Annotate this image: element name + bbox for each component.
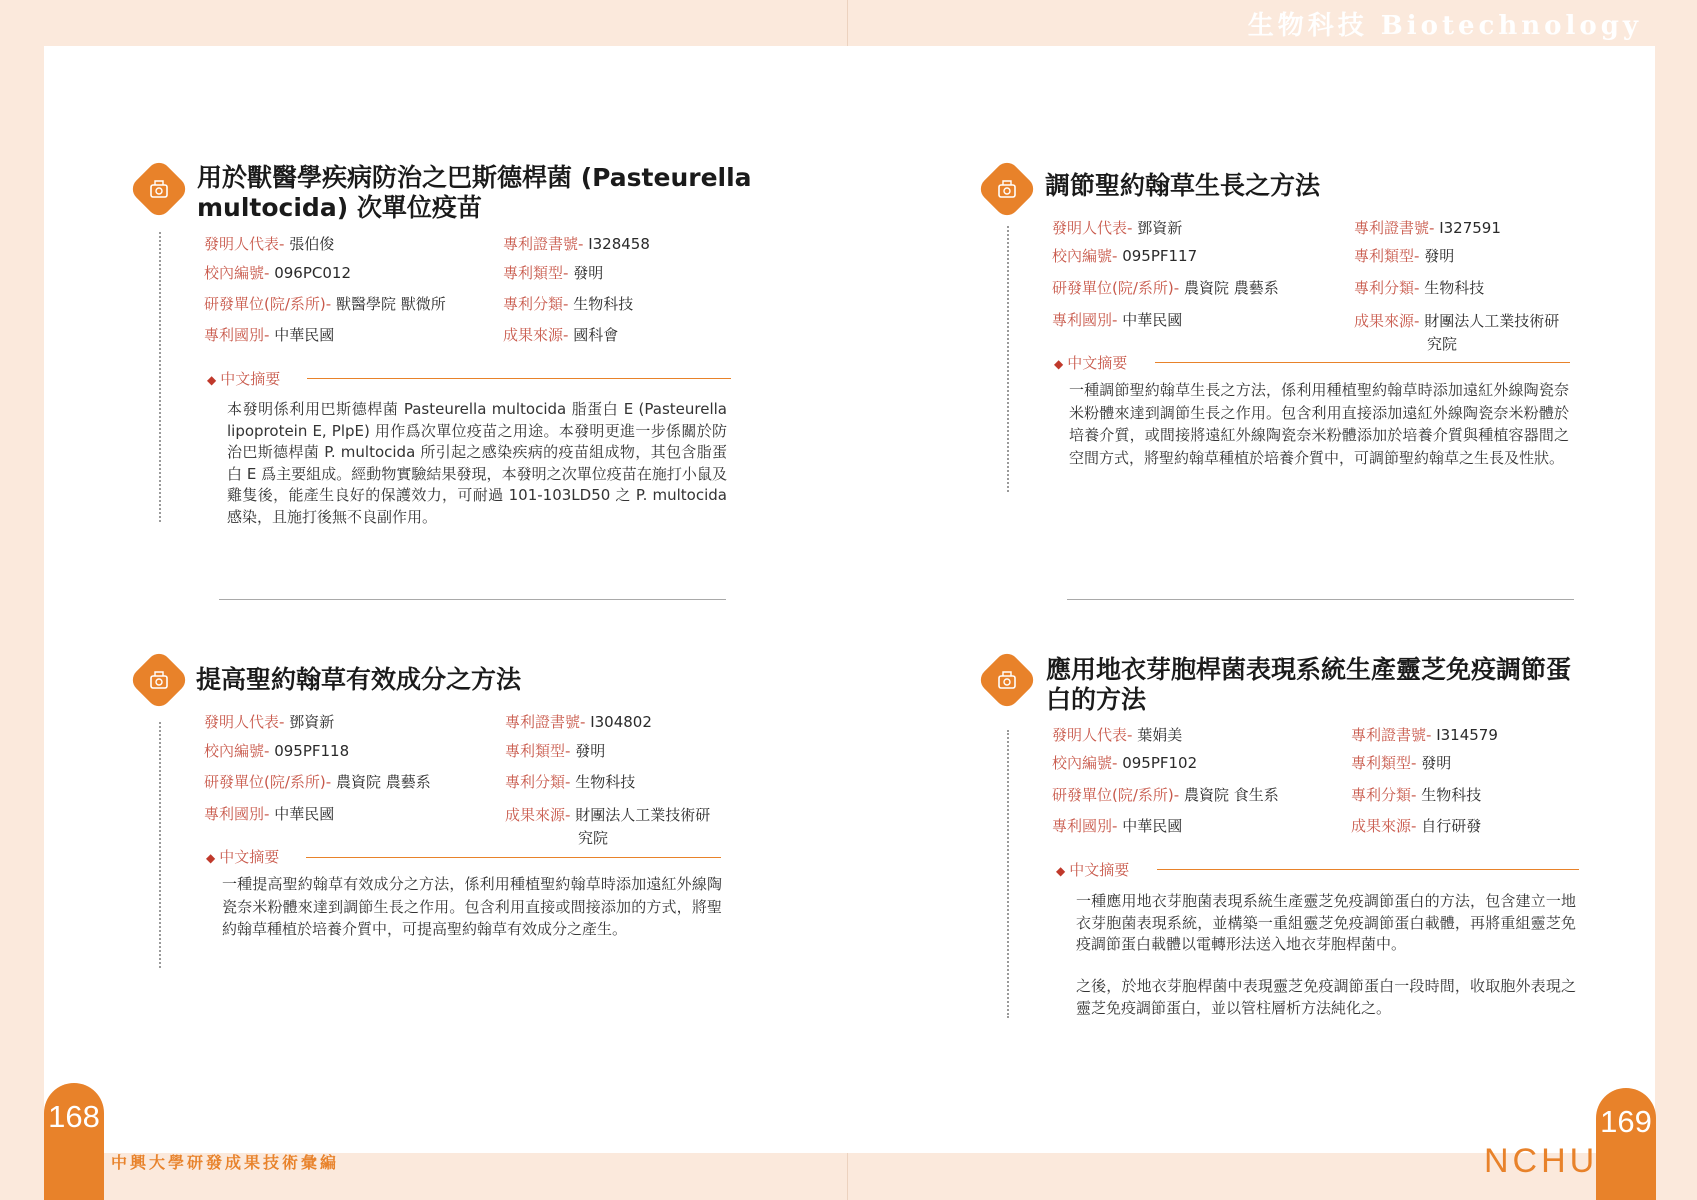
school-id-field: 校內編號- 096PC012 (204, 264, 351, 282)
source-field: 成果來源- 財團法人工業技術研究院 (1354, 312, 1560, 353)
patent-type-field: 專利類型- 發明 (1351, 754, 1452, 772)
category-field: 專利分類- 生物科技 (503, 295, 634, 313)
page-number-left: 168 (44, 1083, 104, 1200)
school-id-field: 校內編號- 095PF102 (1052, 754, 1198, 772)
abstract-heading: ◆ 中文摘要 (206, 848, 280, 866)
source-field: 成果來源- 國科會 (503, 326, 619, 344)
dept-field: 研發單位(院/系所)- 農資院 農藝系 (1052, 279, 1279, 297)
patent-no-field: 專利證書號- I314579 (1351, 726, 1498, 744)
country-field: 專利國別- 中華民國 (1052, 817, 1183, 835)
abstract-text: 本發明係利用巴斯德桿菌 Pasteurella multocida 脂蛋白 E (Pasteurella lipoprotein E, PlpE) 用作爲次單位疫苗之用途。本發明更進一步係關於防治巴斯德桿菌 P. multocida 所引起之感染疾病的疫苗組成物，其包含脂蛋白 E 爲主要組成。經動物實驗結果發現，本發明之次單位疫苗在施打小鼠及雞隻後，能產生良好的保護效力，可耐過 101-103LD50 之 P. multocida 感染，且施打後無不良副作用。 (227, 400, 727, 526)
category-field: 專利分類- 生物科技 (505, 773, 636, 791)
abstract-rule (1157, 869, 1579, 870)
dotted-guide (159, 722, 161, 968)
abstract-text-continued: 之後，於地衣芽胞桿菌中表現靈芝免疫調節蛋白一段時間，收取胞外表現之靈芝免疫調節蛋白，並以管柱層析方法純化之。 (1076, 977, 1576, 1017)
footer-caption-left: 中興大學研發成果技術彙編 (111, 1153, 340, 1172)
inventor-field: 發明人代表- 鄧資新 (1052, 219, 1183, 237)
school-id-field: 校內編號- 095PF118 (204, 742, 350, 760)
source-field: 成果來源- 財團法人工業技術研究院 (505, 806, 711, 847)
section-divider (1067, 599, 1574, 600)
abstract-rule (306, 857, 721, 858)
patent-type-field: 專利類型- 發明 (505, 742, 606, 760)
abstract-heading: ◆ 中文摘要 (207, 370, 281, 388)
patent-title: 調節聖約翰草生長之方法 (1045, 171, 1321, 200)
abstract-rule (1155, 362, 1570, 363)
diamond-bullet-icon: ◆ (206, 851, 216, 865)
patent-title: 用於獸醫學疾病防治之巴斯德桿菌 (Pasteurella multocida) 次單位疫苗 (197, 163, 752, 222)
section-header-title: 生物科技 Biotechnology (1247, 11, 1642, 41)
patent-no-field: 專利證書號- I327591 (1354, 219, 1501, 237)
dotted-guide (1007, 226, 1009, 492)
abstract-heading: ◆ 中文摘要 (1054, 354, 1128, 372)
section-divider (219, 599, 726, 600)
inventor-field: 發明人代表- 葉娟美 (1052, 726, 1183, 744)
abstract-heading: ◆ 中文摘要 (1056, 861, 1130, 879)
abstract-rule (307, 378, 731, 379)
country-field: 專利國別- 中華民國 (1052, 311, 1183, 329)
abstract-text: 一種應用地衣芽胞菌表現系統生產靈芝免疫調節蛋白的方法，包含建立一地衣芽胞菌表現系統，並構築一重組靈芝免疫調節蛋白載體，再將重組靈芝免疫調節蛋白載體以電轉形法送入地衣芽胞桿菌中。 (1076, 892, 1576, 953)
page-number-right: 169 (1596, 1088, 1656, 1200)
diamond-bullet-icon: ◆ (1054, 357, 1064, 371)
dotted-guide (1007, 730, 1009, 1018)
patent-type-field: 專利類型- 發明 (503, 264, 604, 282)
patent-no-field: 專利證書號- I304802 (505, 713, 652, 731)
source-field: 成果來源- 自行研發 (1351, 817, 1482, 835)
spread-fold-bottom (847, 1153, 848, 1200)
diamond-bullet-icon: ◆ (1056, 864, 1066, 878)
country-field: 專利國別- 中華民國 (204, 805, 335, 823)
dept-field: 研發單位(院/系所)- 獸醫學院 獸微所 (204, 295, 446, 313)
dotted-guide (159, 232, 161, 522)
category-field: 專利分類- 生物科技 (1351, 786, 1482, 804)
dept-field: 研發單位(院/系所)- 農資院 農藝系 (204, 773, 431, 791)
spread-fold-top (847, 0, 848, 46)
diamond-bullet-icon: ◆ (207, 373, 217, 387)
patent-title: 提高聖約翰草有效成分之方法 (196, 665, 522, 694)
category-field: 專利分類- 生物科技 (1354, 279, 1485, 297)
patent-no-field: 專利證書號- I328458 (503, 235, 650, 253)
footer-caption-right: NCHU (1484, 1142, 1599, 1180)
inventor-field: 發明人代表- 鄧資新 (204, 713, 335, 731)
abstract-text: 一種調節聖約翰草生長之方法，係利用種植聖約翰草時添加遠紅外線陶瓷奈米粉體來達到調節生長之作用。包含利用直接添加遠紅外線陶瓷奈米粉體於培養介質，或間接將遠紅外線陶瓷奈米粉體添加於培養介質與種植容器間之空間方式，將聖約翰草種植於培養介質中，可調節聖約翰草之生長及性狀。 (1069, 381, 1569, 467)
abstract-text: 一種提高聖約翰草有效成分之方法，係利用種植聖約翰草時添加遠紅外線陶瓷奈米粉體來達到調節生長之作用。包含利用直接或間接添加的方式，將聖約翰草種植於培養介質中，可提高聖約翰草有效成分之產生。 (222, 875, 722, 938)
patent-type-field: 專利類型- 發明 (1354, 247, 1455, 265)
school-id-field: 校內編號- 095PF117 (1052, 247, 1198, 265)
country-field: 專利國別- 中華民國 (204, 326, 335, 344)
dept-field: 研發單位(院/系所)- 農資院 食生系 (1052, 786, 1279, 804)
inventor-field: 發明人代表- 張伯俊 (204, 235, 335, 253)
patent-title: 應用地衣芽胞桿菌表現系統生產靈芝免疫調節蛋白的方法 (1046, 655, 1572, 714)
